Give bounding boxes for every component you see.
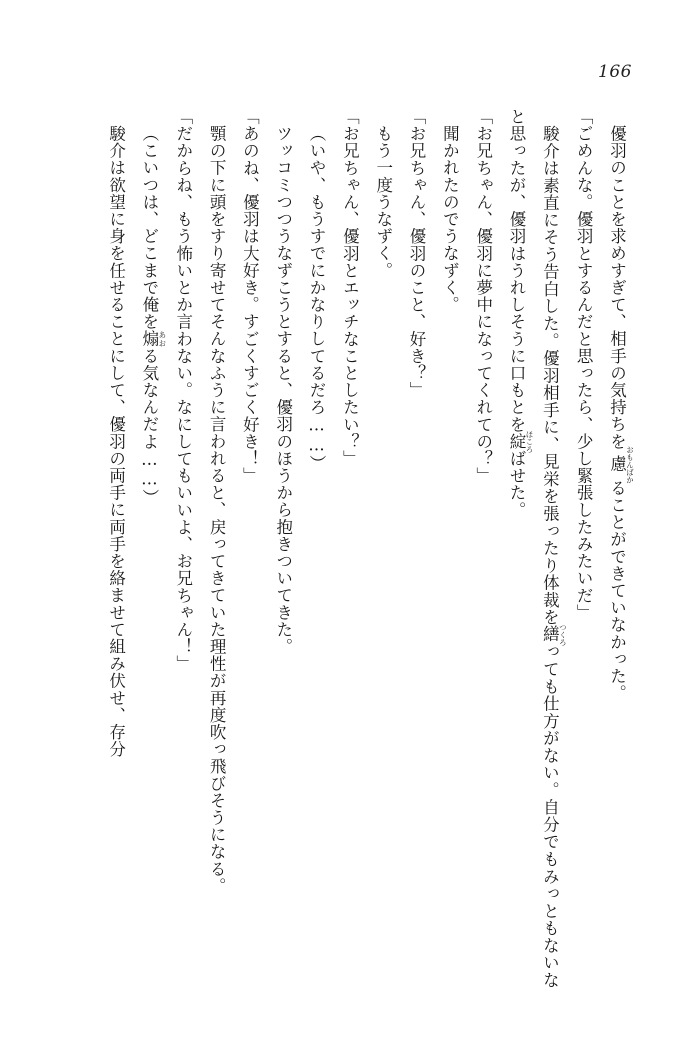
paragraph-3-text-b: っても仕方がない。自分でもみっともないなと思ったが、優羽はうれしそうに口もとを	[507, 108, 560, 988]
paragraph-6: 「お兄ちゃん、優羽のこと、好き？」	[407, 108, 427, 399]
paragraph-13: 「だからね、もう怖いとか言わない。なにしてもいいよ、お兄ちゃん！」	[173, 108, 193, 673]
paragraph-5: 聞かれたのでうなずく。	[440, 124, 460, 313]
paragraph-12: 顎の下に頭をすり寄せてそんなふうに言われると、戻ってきていた理性が再度吹っ飛びそうになる。	[207, 124, 227, 894]
paragraph-3	[500, 108, 567, 988]
paragraph-1	[600, 108, 634, 988]
paragraph-14-text-a: （こいつは、どこまで俺を	[139, 124, 159, 330]
paragraph-11: 「あのね、優羽は大好き。すごくすごく好き！」	[240, 108, 260, 485]
paragraph-3-text-c: ばせた。	[507, 450, 527, 519]
paragraph-10: ツッコミつつうなずこうとすると、優羽のほうから抱きついてきた。	[273, 124, 293, 655]
paragraph-3-text-a: 駿介は素直にそう告白した。優羽相手に、見栄を張ったり体裁を	[540, 124, 560, 626]
page-text-body	[56, 108, 634, 988]
paragraph-15: 駿介は欲望に身を任せることにして、優羽の両手に両手を絡ませて組み伏せ、存分	[106, 124, 126, 758]
ruby-omonbakaru	[607, 445, 635, 483]
paragraph-8: 「お兄ちゃん、優羽とエッチなことしたい？」	[340, 108, 360, 468]
ruby-aoru	[139, 329, 167, 347]
paragraph-14	[133, 108, 167, 988]
ruby-text-3b: ほころ	[525, 430, 535, 453]
paragraph-9: （いや、もうすでにかなりしてるだろ……）	[307, 124, 327, 472]
ruby-hokorobu	[507, 430, 535, 453]
ruby-base-14: 煽	[139, 329, 159, 347]
ruby-text-3: つくろ	[558, 622, 568, 646]
paragraph-4: 「お兄ちゃん、優羽に夢中になってくれての？」	[473, 108, 493, 485]
paragraph-2: 「ごめんな。優羽とするんだと思ったら、少し緊張したみたいだ」	[574, 108, 594, 621]
ruby-text-14: あお	[157, 329, 167, 347]
paragraph-1-text-a: 優羽のことを求めすぎて、相手の気持ちを	[607, 124, 627, 450]
ruby-base-1: 慮	[607, 445, 627, 483]
paragraph-7: もう一度うなずく。	[373, 124, 393, 279]
page-number: 166	[598, 62, 632, 82]
paragraph-14-text-b: る気なんだよ……）	[139, 346, 159, 506]
ruby-tsukurou	[540, 622, 568, 646]
ruby-base-3b: 綻	[507, 430, 527, 453]
ruby-base-3: 繕	[540, 622, 560, 646]
paragraph-1-text-b: ることができていなかった。	[607, 478, 627, 702]
ruby-text-1: おもんばか	[625, 445, 635, 483]
